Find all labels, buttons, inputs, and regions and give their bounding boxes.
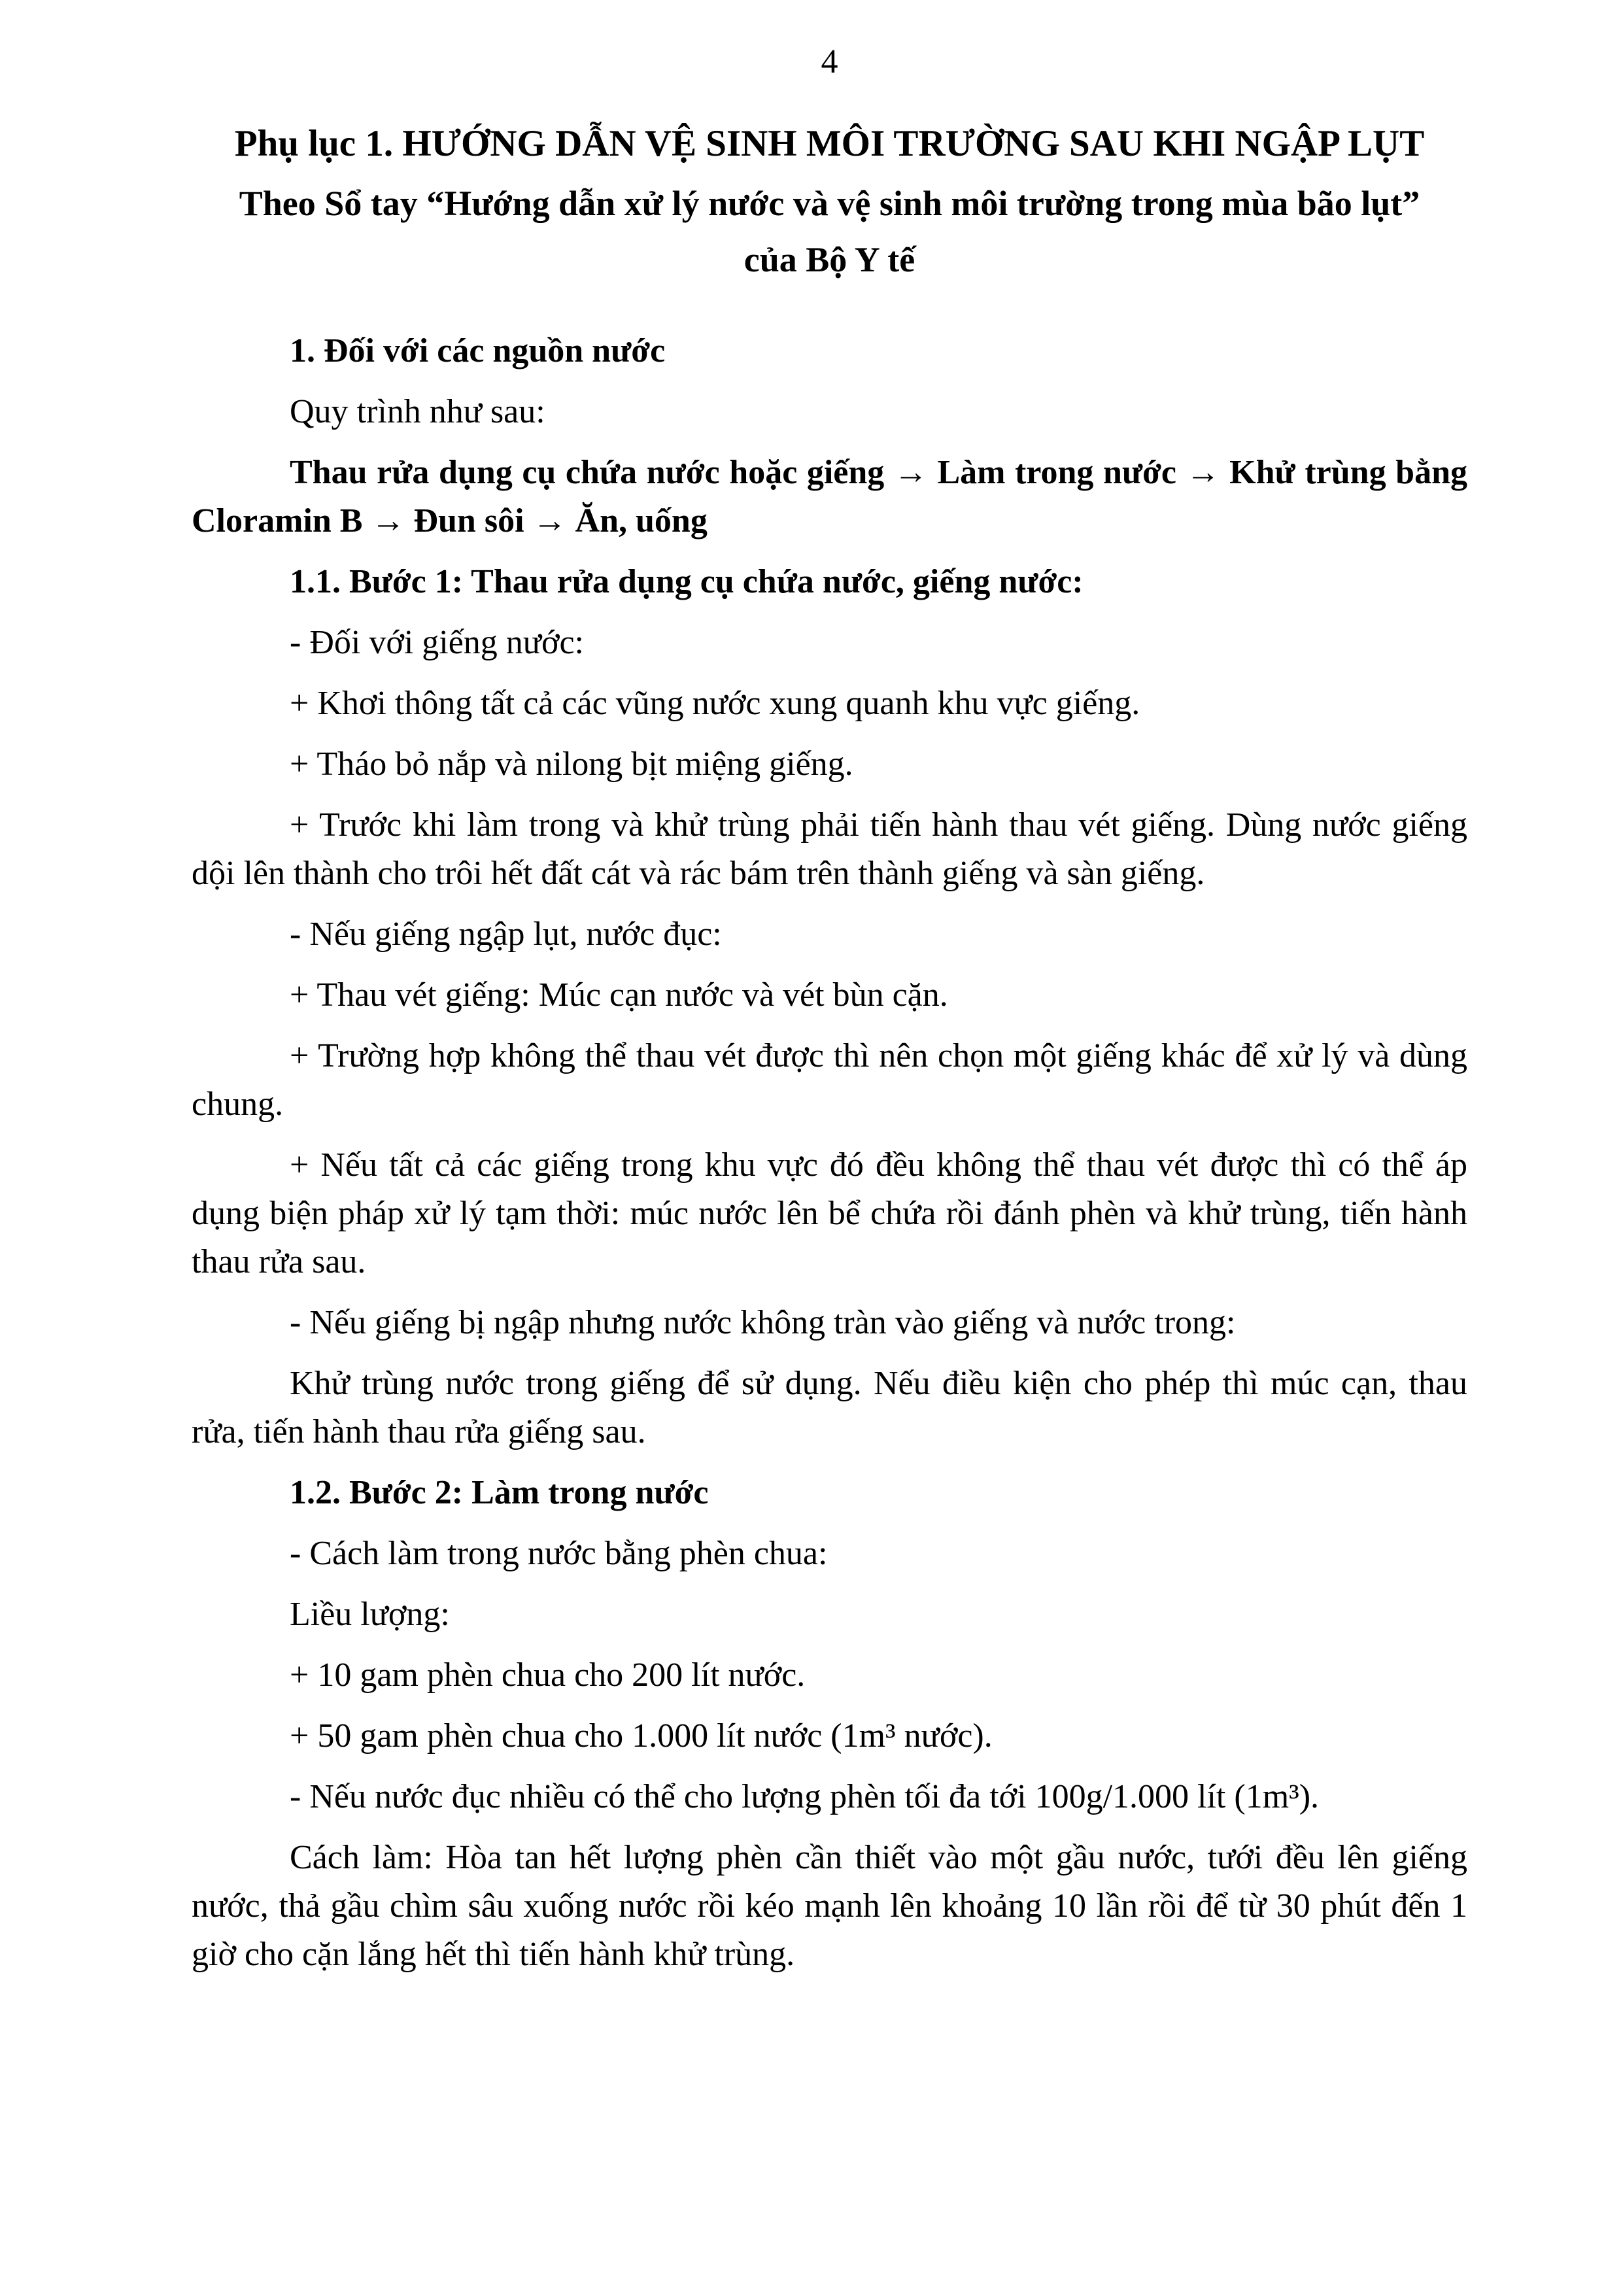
paragraph: Cách làm: Hòa tan hết lượng phèn cần thiết vào một gầu nước, tưới đều lên giếng nước, thả gầu chìm sâu xuống nước rồi kéo mạnh lên khoảng 10 lần rồi để từ 30 phút đến 1 giờ cho cặn lắng hết thì tiến hành khử trùng. [192, 1839, 1467, 1973]
paragraph: + 10 gam phèn chua cho 200 lít nước. [290, 1656, 806, 1694]
paragraph: - Nếu nước đục nhiều có thể cho lượng phèn tối đa tới 100g/1.000 lít (1m³). [290, 1778, 1320, 1815]
paragraph: Quy trình như sau: [290, 393, 545, 430]
document-title: Phụ lục 1. HƯỚNG DẪN VỆ SINH MÔI TRƯỜNG SAU KHI NGẬP LỤT [234, 123, 1425, 164]
paragraph: Thau rửa dụng cụ chứa nước hoặc giếng → Làm trong nước → Khử trùng bằng Cloramin B → Đun sôi → Ăn, uống [192, 454, 1467, 540]
paragraphs [192, 327, 1467, 1979]
document-subtitle-line-1: Theo Sổ tay “Hướng dẫn xử lý nước và vệ sinh môi trường trong mùa bão lụt” [239, 184, 1420, 223]
paragraph: + Nếu tất cả các giếng trong khu vực đó đều không thể thau vét được thì có thể áp dụng biện pháp xử lý tạm thời: múc nước lên bể chứa rồi đánh phèn và khử trùng, tiến hành thau rửa sau. [192, 1146, 1467, 1280]
paragraph: - Nếu giếng ngập lụt, nước đục: [290, 916, 722, 953]
paragraph: + Tháo bỏ nắp và nilong bịt miệng giếng. [290, 745, 853, 783]
paragraph: Liều lượng: [290, 1596, 450, 1633]
paragraph: - Nếu giếng bị ngập nhưng nước không tràn vào giếng và nước trong: [290, 1304, 1236, 1341]
paragraph: Khử trùng nước trong giếng để sử dụng. Nếu điều kiện cho phép thì múc cạn, thau rửa, tiến hành thau rửa giếng sau. [192, 1365, 1467, 1450]
section-heading: 1.1. Bước 1: Thau rửa dụng cụ chứa nước, giếng nước: [290, 563, 1084, 600]
section-heading: 1.2. Bước 2: Làm trong nước [290, 1474, 709, 1511]
paragraph: + Trước khi làm trong và khử trùng phải tiến hành thau vét giếng. Dùng nước giếng dội lên thành cho trôi hết đất cát và rác bám trên thành giếng và sàn giếng. [192, 806, 1467, 892]
paragraph: + Trường hợp không thể thau vét được thì nên chọn một giếng khác để xử lý và dùng chung. [192, 1037, 1467, 1123]
paragraph: + 50 gam phèn chua cho 1.000 lít nước (1m³ nước). [290, 1717, 993, 1755]
document-subtitle-line-2: của Bộ Y tế [743, 240, 915, 279]
paragraph: + Khơi thông tất cả các vũng nước xung quanh khu vực giếng. [290, 685, 1140, 722]
section-heading: 1. Đối với các nguồn nước [290, 332, 666, 369]
paragraph: - Đối với giếng nước: [290, 624, 584, 661]
paragraph: + Thau vét giếng: Múc cạn nước và vét bùn cặn. [290, 976, 948, 1014]
paragraph: - Cách làm trong nước bằng phèn chua: [290, 1535, 828, 1572]
page-number: 4 [821, 43, 838, 80]
